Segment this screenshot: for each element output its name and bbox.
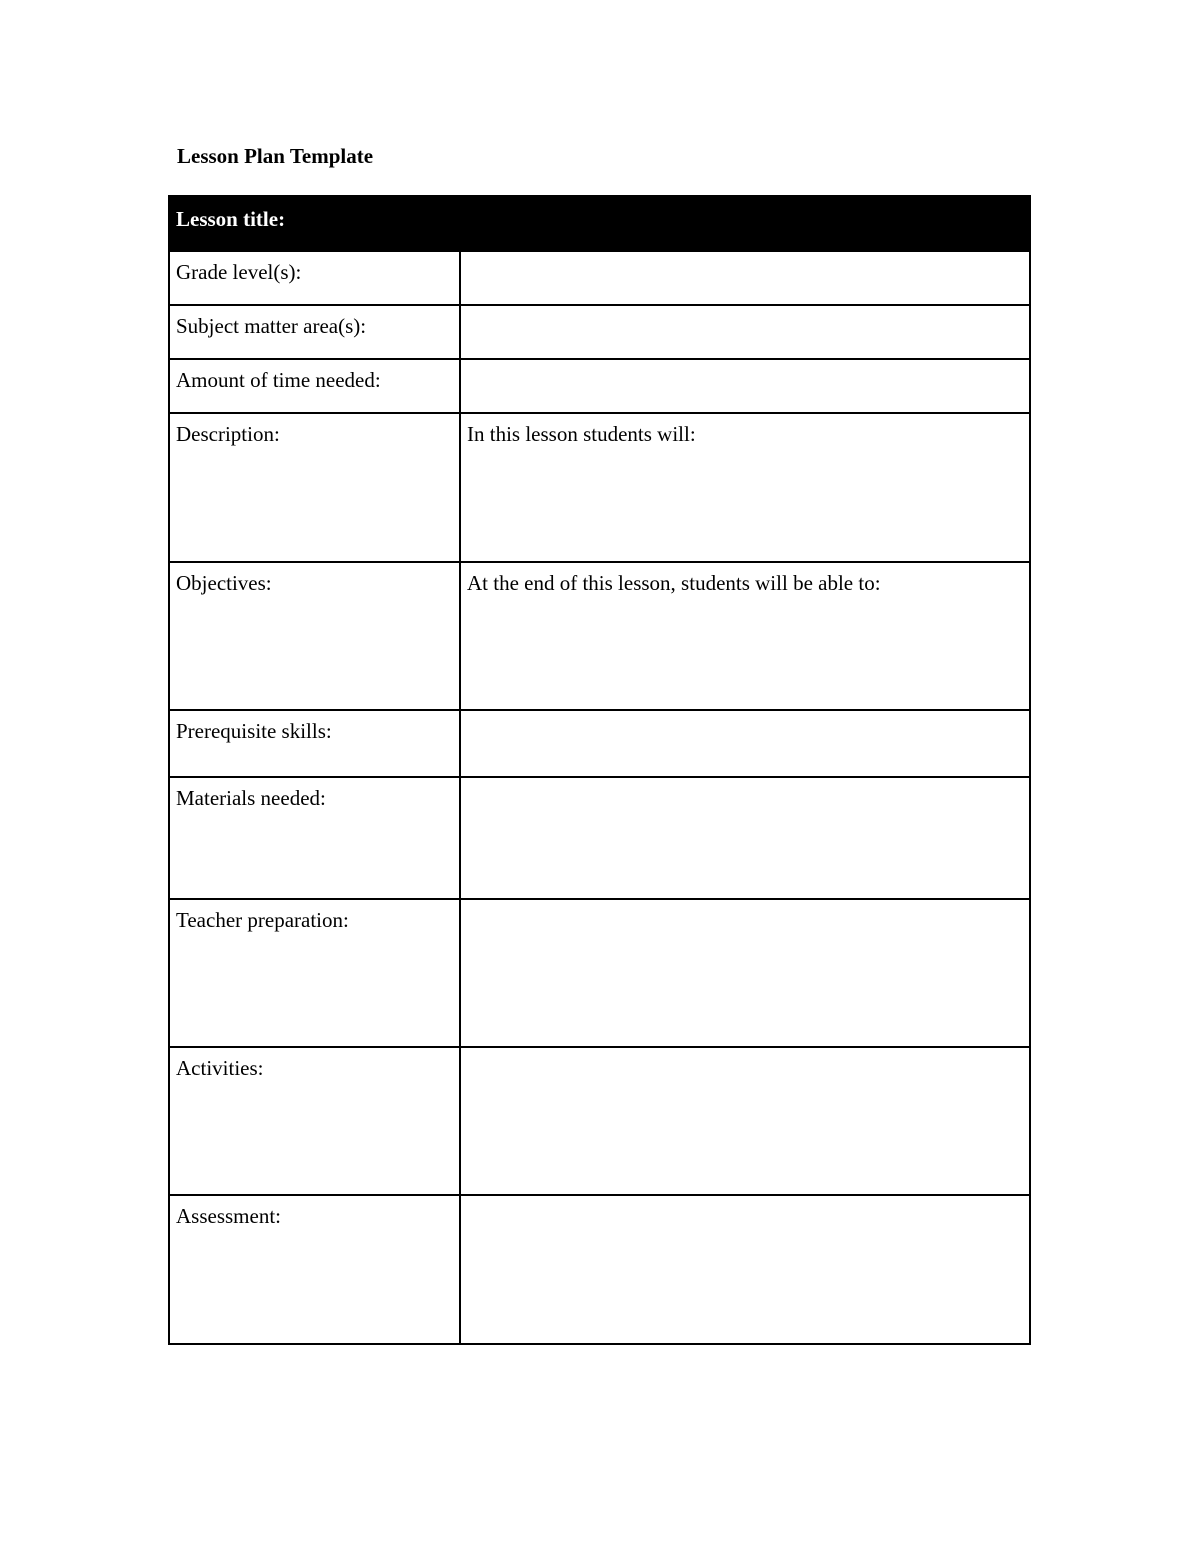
assessment-label: Assessment: [169, 1195, 460, 1344]
table-row-description [169, 413, 1030, 562]
activities-label: Activities: [169, 1047, 460, 1195]
materials-needed-field[interactable] [460, 777, 1030, 899]
time-needed-label: Amount of time needed: [169, 359, 460, 413]
prerequisite-skills-label: Prerequisite skills: [169, 710, 460, 777]
objectives-field[interactable]: At the end of this lesson, students will be able to: [460, 562, 1030, 710]
table-row-prerequisite-skills [169, 710, 1030, 777]
table-row-subject-area [169, 305, 1030, 359]
subject-area-label: Subject matter area(s): [169, 305, 460, 359]
table-header-row [169, 196, 1030, 251]
materials-needed-label: Materials needed: [169, 777, 460, 899]
page-title: Lesson Plan Template [177, 144, 374, 168]
assessment-field[interactable] [460, 1195, 1030, 1344]
table-row-activities [169, 1047, 1030, 1195]
lesson-plan-table [168, 195, 1031, 1345]
grade-level-label: Grade level(s): [169, 251, 460, 305]
prerequisite-skills-field[interactable] [460, 710, 1030, 777]
time-needed-field[interactable] [460, 359, 1030, 413]
table-row-assessment [169, 1195, 1030, 1344]
lesson-title-label: Lesson title: [169, 196, 1030, 251]
description-label: Description: [169, 413, 460, 562]
table-row-grade-level [169, 251, 1030, 305]
teacher-preparation-field[interactable] [460, 899, 1030, 1047]
description-field[interactable]: In this lesson students will: [460, 413, 1030, 562]
grade-level-field[interactable] [460, 251, 1030, 305]
table-row-teacher-preparation [169, 899, 1030, 1047]
table-row-objectives [169, 562, 1030, 710]
subject-area-field[interactable] [460, 305, 1030, 359]
table-row-materials-needed [169, 777, 1030, 899]
teacher-preparation-label: Teacher preparation: [169, 899, 460, 1047]
table-row-time-needed [169, 359, 1030, 413]
objectives-label: Objectives: [169, 562, 460, 710]
activities-field[interactable] [460, 1047, 1030, 1195]
